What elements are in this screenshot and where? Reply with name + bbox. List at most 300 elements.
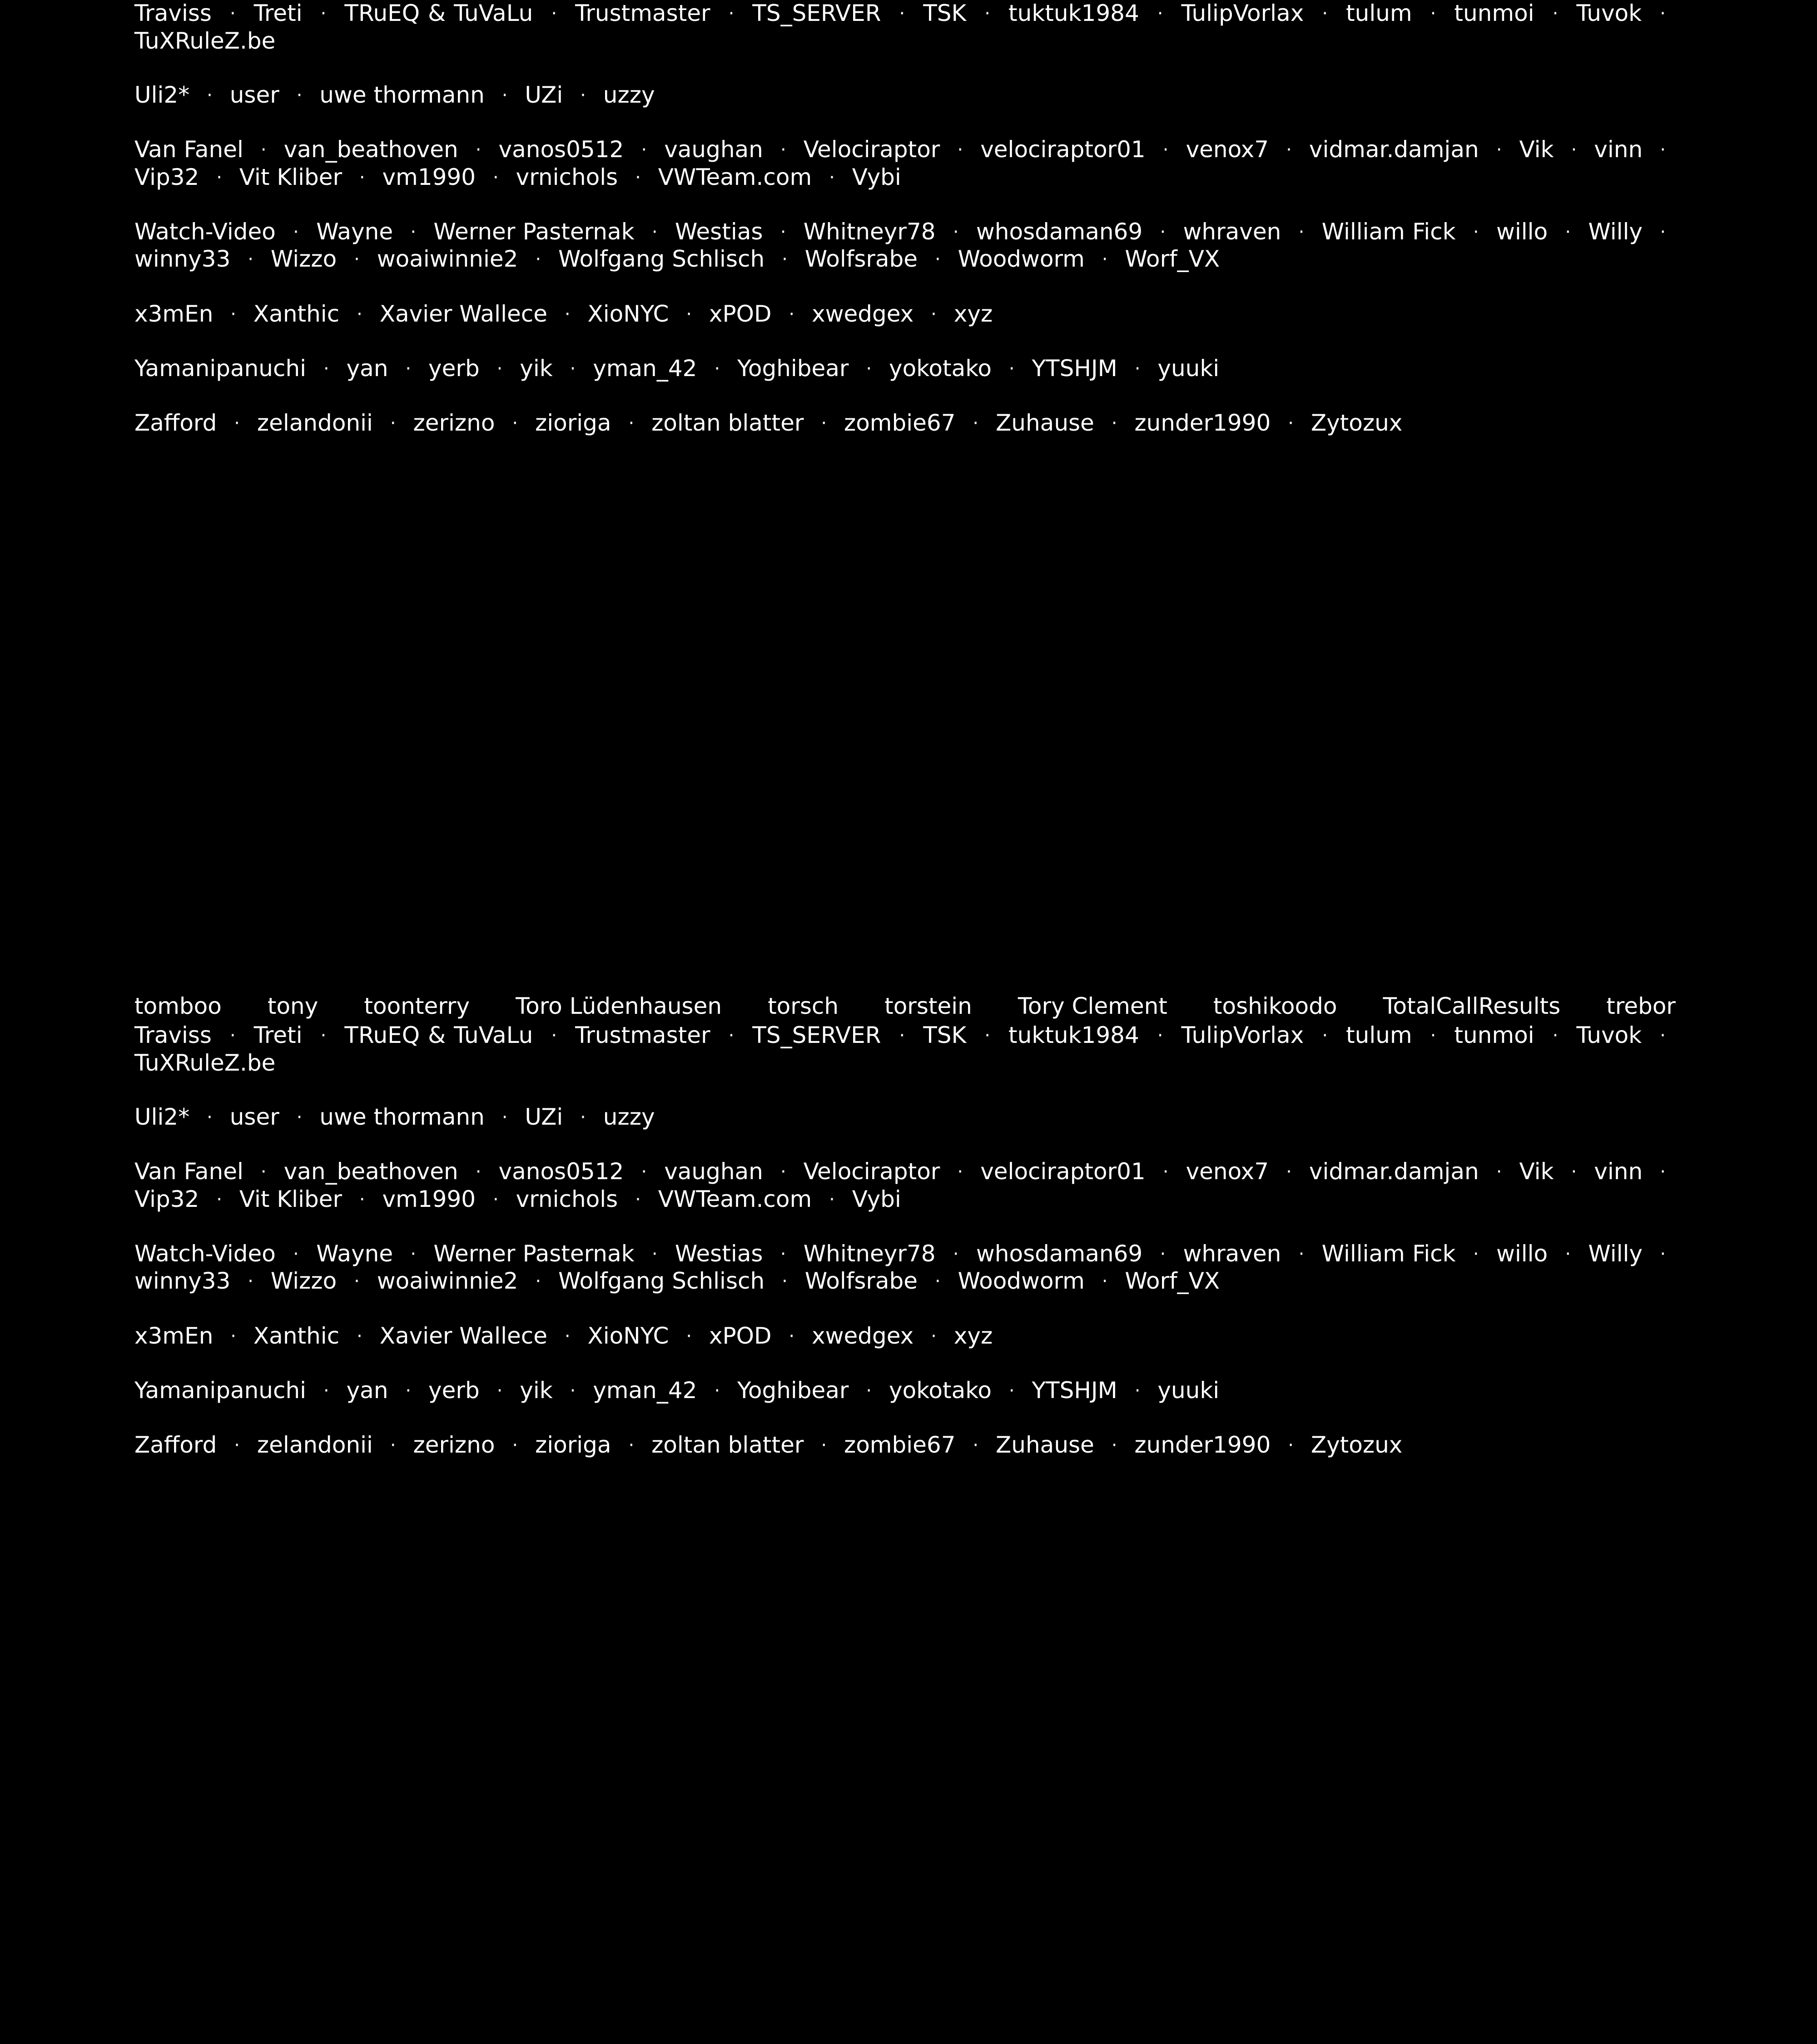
credits-group [134, 136, 1676, 191]
separator-dot: · [248, 249, 254, 270]
contributor-name: Vit Kliber [239, 1186, 343, 1212]
contributor-name: yman_42 [593, 355, 697, 382]
contributor-name: TuXRuleZ.be [134, 27, 276, 54]
contributor-name: Treti [253, 1022, 303, 1048]
contributor-name: Van Fanel [134, 136, 243, 163]
contributor-name: Zuhause [996, 1431, 1094, 1458]
separator-dot: · [931, 303, 937, 325]
contributor-name: velociraptor01 [980, 1158, 1146, 1185]
separator-dot: · [496, 1380, 503, 1401]
contributor-name: Whitneyr78 [803, 218, 936, 245]
contributor-name: tuktuk1984 [1008, 1022, 1139, 1048]
contributor-name: zombie67 [844, 1431, 956, 1458]
clipped-credits-line-names [134, 993, 1676, 1020]
separator-dot: · [1571, 1161, 1577, 1182]
contributor-name: tunmoi [1454, 1022, 1534, 1048]
contributor-name: TRuEQ & TuVaLu [344, 0, 533, 26]
separator-dot: · [323, 1380, 329, 1401]
contributor-name: xPOD [709, 1322, 772, 1349]
separator-dot: · [1322, 1025, 1328, 1046]
contributor-name: XioNYC [587, 1322, 669, 1349]
separator-dot: · [216, 167, 222, 188]
separator-dot: · [953, 1243, 959, 1265]
contributor-name: Wolfgang Schlisch [558, 246, 765, 273]
separator-dot: · [686, 303, 692, 325]
contributor-name: vidmar.damjan [1309, 1158, 1479, 1185]
separator-dot: · [564, 1325, 571, 1347]
separator-dot: · [931, 1325, 937, 1347]
separator-dot: · [323, 358, 329, 379]
separator-dot: · [405, 1380, 412, 1401]
contributor-name: zunder1990 [1134, 1431, 1271, 1458]
contributor-name: Watch-Video [134, 218, 276, 245]
contributor-name: uwe thormann [319, 81, 485, 108]
contributor-name: Willy [1588, 218, 1643, 245]
separator-dot: · [496, 358, 503, 379]
contributor-name: Vit Kliber [239, 164, 343, 190]
separator-dot: · [390, 1434, 396, 1456]
separator-dot: · [866, 358, 872, 379]
contributor-name: Vip32 [134, 1186, 199, 1212]
separator-dot: · [260, 1161, 267, 1182]
separator-dot: · [1288, 1434, 1294, 1456]
separator-dot: · [628, 1434, 635, 1456]
contributor-name: Whitneyr78 [803, 1240, 936, 1267]
clipped-contributor-name: Tory Clement [1018, 993, 1167, 1019]
separator-dot: · [320, 3, 327, 24]
separator-dot: · [1134, 358, 1141, 379]
contributor-name: TulipVorlax [1181, 0, 1304, 26]
separator-dot: · [780, 1243, 786, 1265]
contributor-name: Xanthic [253, 300, 340, 327]
contributor-name: winny33 [134, 1268, 231, 1295]
separator-dot: · [1565, 221, 1571, 243]
separator-dot: · [782, 249, 788, 270]
separator-dot: · [1430, 1025, 1436, 1046]
contributor-name: woaiwinnie2 [377, 1268, 518, 1295]
credits-group [134, 1158, 1676, 1213]
contributor-name: Woodworm [958, 246, 1085, 273]
separator-dot: · [714, 1380, 720, 1401]
contributor-name: Vik [1519, 136, 1554, 163]
separator-dot: · [475, 1161, 482, 1182]
separator-dot: · [260, 139, 267, 160]
contributor-name: TSK [923, 1022, 967, 1048]
contributor-name: Westias [675, 218, 763, 245]
separator-dot: · [293, 1243, 299, 1265]
contributor-name: VWTeam.com [658, 1186, 812, 1212]
separator-dot: · [728, 3, 735, 24]
separator-dot: · [501, 84, 508, 106]
separator-dot: · [216, 1189, 222, 1210]
contributor-name: yik [520, 1377, 553, 1404]
contributor-name: yuuki [1157, 1377, 1220, 1404]
contributor-name: vrnichols [516, 164, 618, 190]
separator-dot: · [354, 249, 360, 270]
separator-dot: · [580, 84, 586, 106]
separator-dot: · [1571, 139, 1577, 160]
contributor-name: Yoghibear [737, 355, 849, 382]
separator-dot: · [821, 412, 827, 434]
separator-dot: · [973, 412, 979, 434]
separator-dot: · [782, 1271, 788, 1292]
credits-group [134, 1240, 1676, 1295]
separator-dot: · [1288, 412, 1294, 434]
clipped-contributor-name: TotalCallResults [1383, 993, 1561, 1019]
contributor-name: zoltan blatter [651, 1431, 804, 1458]
contributor-name: yman_42 [593, 1377, 697, 1404]
contributor-name: zioriga [535, 409, 611, 436]
contributor-name: zerizno [413, 1431, 495, 1458]
separator-dot: · [899, 3, 905, 24]
contributor-name: x3mEn [134, 300, 213, 327]
separator-dot: · [580, 1106, 586, 1128]
separator-dot: · [1160, 221, 1166, 243]
separator-dot: · [1430, 3, 1436, 24]
separator-dot: · [1660, 221, 1666, 243]
credits-scroll-view-upper [0, 0, 1817, 977]
separator-dot: · [1162, 1161, 1169, 1182]
clipped-contributor-name: trebor [1606, 993, 1676, 1019]
separator-dot: · [1102, 1271, 1108, 1292]
clipped-contributor-name: torstein [884, 993, 972, 1019]
separator-dot: · [410, 1243, 417, 1265]
contributor-name: Worf_VX [1125, 1268, 1220, 1295]
credits-group [134, 1323, 1676, 1350]
separator-dot: · [1157, 3, 1163, 24]
contributor-name: van_beathoven [283, 136, 458, 163]
contributor-name: Van Fanel [134, 1158, 243, 1185]
contributor-name: tulum [1346, 1022, 1412, 1048]
contributor-name: yuuki [1157, 355, 1220, 382]
contributor-name: uwe thormann [319, 1103, 485, 1130]
separator-dot: · [957, 1161, 963, 1182]
credits-group [134, 1377, 1676, 1405]
contributor-name: TuXRuleZ.be [134, 1049, 276, 1076]
credits-list [134, 1022, 1676, 1486]
separator-dot: · [320, 1025, 327, 1046]
separator-dot: · [789, 1325, 795, 1347]
separator-dot: · [354, 1271, 360, 1292]
separator-dot: · [973, 1434, 979, 1456]
separator-dot: · [789, 303, 795, 325]
contributor-name: zioriga [535, 1431, 611, 1458]
separator-dot: · [1473, 1243, 1479, 1265]
separator-dot: · [829, 167, 835, 188]
contributor-name: Xavier Wallece [379, 1322, 547, 1349]
contributor-name: tulum [1346, 0, 1412, 26]
clipped-contributor-name: torsch [768, 993, 839, 1019]
credits-list [134, 0, 1676, 464]
separator-dot: · [651, 1243, 658, 1265]
separator-dot: · [230, 303, 237, 325]
contributor-name: Yamanipanuchi [134, 1377, 307, 1404]
credits-group [134, 1432, 1676, 1459]
contributor-name: zelandonii [257, 1431, 373, 1458]
separator-dot: · [293, 221, 299, 243]
separator-dot: · [953, 221, 959, 243]
contributor-name: Worf_VX [1125, 246, 1220, 273]
contributor-name: Treti [253, 0, 303, 26]
contributor-name: Yamanipanuchi [134, 355, 307, 382]
contributor-name: Vip32 [134, 164, 199, 190]
separator-dot: · [1111, 412, 1117, 434]
contributor-name: vm1990 [382, 164, 476, 190]
contributor-name: xyz [953, 1322, 993, 1349]
contributor-name: Werner Pasternak [433, 218, 635, 245]
contributor-name: Traviss [134, 0, 212, 26]
contributor-name: zerizno [413, 409, 495, 436]
separator-dot: · [1552, 3, 1559, 24]
separator-dot: · [1322, 3, 1328, 24]
separator-dot: · [357, 303, 362, 325]
separator-dot: · [829, 1189, 835, 1210]
contributor-name: Vik [1519, 1158, 1554, 1185]
separator-dot: · [1552, 1025, 1559, 1046]
contributor-name: Wolfgang Schlisch [558, 1268, 765, 1295]
separator-dot: · [651, 221, 658, 243]
separator-dot: · [957, 139, 963, 160]
credits-group [134, 355, 1676, 383]
contributor-name: YTSHJM [1032, 1377, 1117, 1404]
separator-dot: · [1162, 139, 1169, 160]
contributor-name: user [229, 81, 279, 108]
contributor-name: Tuvok [1576, 0, 1642, 26]
separator-dot: · [207, 1106, 213, 1128]
contributor-name: uzzy [603, 81, 655, 108]
contributor-name: yokotako [889, 355, 992, 382]
separator-dot: · [234, 412, 240, 434]
contributor-name: Westias [675, 1240, 763, 1267]
contributor-name: Vybi [852, 164, 901, 190]
separator-dot: · [551, 3, 557, 24]
separator-dot: · [1134, 1380, 1141, 1401]
contributor-name: UZi [525, 81, 563, 108]
contributor-name: tunmoi [1454, 0, 1534, 26]
separator-dot: · [512, 412, 518, 434]
contributor-name: Vybi [852, 1186, 901, 1212]
separator-dot: · [570, 358, 576, 379]
contributor-name: willo [1496, 218, 1548, 245]
contributor-name: Zuhause [996, 409, 1094, 436]
separator-dot: · [296, 1106, 303, 1128]
contributor-name: Tuvok [1576, 1022, 1642, 1048]
clipped-contributor-name: Toro Lüdenhausen [516, 993, 722, 1019]
contributor-name: x3mEn [134, 1322, 213, 1349]
separator-dot: · [1660, 1243, 1666, 1265]
contributor-name: yerb [428, 1377, 480, 1404]
contributor-name: yokotako [889, 1377, 992, 1404]
separator-dot: · [934, 249, 941, 270]
clipped-contributor-name: toshikoodo [1213, 993, 1337, 1019]
contributor-name: vm1990 [382, 1186, 476, 1212]
separator-dot: · [248, 1271, 254, 1292]
separator-dot: · [535, 1271, 541, 1292]
separator-dot: · [493, 1189, 499, 1210]
contributor-name: vanos0512 [498, 1158, 624, 1185]
separator-dot: · [234, 1434, 240, 1456]
contributor-name: whosdaman69 [976, 1240, 1143, 1267]
contributor-name: woaiwinnie2 [377, 246, 518, 273]
contributor-name: zoltan blatter [651, 409, 804, 436]
contributor-name: xwedgex [812, 1322, 914, 1349]
contributor-name: vaughan [664, 136, 763, 163]
contributor-name: whraven [1183, 1240, 1281, 1267]
contributor-name: xPOD [709, 300, 772, 327]
separator-dot: · [1660, 139, 1666, 160]
contributor-name: TulipVorlax [1181, 1022, 1304, 1048]
separator-dot: · [1565, 1243, 1571, 1265]
separator-dot: · [1660, 1025, 1666, 1046]
contributor-name: Wayne [316, 218, 393, 245]
separator-dot: · [1286, 1161, 1292, 1182]
separator-dot: · [535, 249, 541, 270]
contributor-name: venox7 [1186, 1158, 1269, 1185]
separator-dot: · [230, 1325, 237, 1347]
contributor-name: Xanthic [253, 1322, 340, 1349]
contributor-name: Wizzo [270, 246, 337, 273]
contributor-name: VWTeam.com [658, 164, 812, 190]
separator-dot: · [207, 84, 213, 106]
separator-dot: · [628, 412, 635, 434]
contributor-name: XioNYC [587, 300, 669, 327]
separator-dot: · [570, 1380, 576, 1401]
contributor-name: TRuEQ & TuVaLu [344, 1022, 533, 1048]
contributor-name: whraven [1183, 218, 1281, 245]
separator-dot: · [728, 1025, 735, 1046]
contributor-name: tuktuk1984 [1008, 0, 1139, 26]
contributor-name: Uli2* [134, 81, 190, 108]
separator-dot: · [359, 167, 365, 188]
separator-dot: · [501, 1106, 508, 1128]
contributor-name: yerb [428, 355, 480, 382]
contributor-name: Zytozux [1311, 1431, 1403, 1458]
clipped-contributor-name: tomboo [134, 993, 222, 1019]
credits-group [134, 301, 1676, 328]
contributor-name: William Fick [1321, 218, 1456, 245]
contributor-name: vinn [1594, 1158, 1643, 1185]
separator-dot: · [1496, 1161, 1502, 1182]
contributor-name: YTSHJM [1032, 355, 1117, 382]
separator-dot: · [357, 1325, 362, 1347]
separator-dot: · [390, 412, 396, 434]
contributor-name: TS_SERVER [752, 1022, 881, 1048]
separator-dot: · [714, 358, 720, 379]
separator-dot: · [641, 1161, 647, 1182]
separator-dot: · [984, 3, 991, 24]
separator-dot: · [1008, 358, 1015, 379]
separator-dot: · [1496, 139, 1502, 160]
separator-dot: · [359, 1189, 365, 1210]
contributor-name: Wolfsrabe [804, 246, 918, 273]
separator-dot: · [899, 1025, 905, 1046]
separator-dot: · [1111, 1434, 1117, 1456]
contributor-name: uzzy [603, 1103, 655, 1130]
contributor-name: Willy [1588, 1240, 1643, 1267]
separator-dot: · [1298, 221, 1305, 243]
contributor-name: TS_SERVER [752, 0, 881, 26]
contributor-name: vanos0512 [498, 136, 624, 163]
separator-dot: · [934, 1271, 941, 1292]
contributor-name: William Fick [1321, 1240, 1456, 1267]
separator-dot: · [780, 1161, 786, 1182]
separator-dot: · [1157, 1025, 1163, 1046]
contributor-name: yik [520, 355, 553, 382]
separator-dot: · [1660, 1161, 1666, 1182]
contributor-name: Xavier Wallece [379, 300, 547, 327]
clipped-contributor-name: tony [267, 993, 318, 1019]
contributor-name: Wayne [316, 1240, 393, 1267]
contributor-name: xwedgex [812, 300, 914, 327]
separator-dot: · [1298, 1243, 1305, 1265]
contributor-name: zelandonii [257, 409, 373, 436]
contributor-name: Uli2* [134, 1103, 190, 1130]
contributor-name: xyz [953, 300, 993, 327]
separator-dot: · [1660, 3, 1666, 24]
contributor-name: Wizzo [270, 1268, 337, 1295]
separator-dot: · [780, 221, 786, 243]
contributor-name: Watch-Video [134, 1240, 276, 1267]
contributor-name: Trustmaster [575, 1022, 710, 1048]
contributor-name: Wolfsrabe [804, 1268, 918, 1295]
contributor-name: yan [346, 1377, 388, 1404]
separator-dot: · [1473, 221, 1479, 243]
contributor-name: Traviss [134, 1022, 212, 1048]
separator-dot: · [493, 167, 499, 188]
contributor-name: vrnichols [516, 1186, 618, 1212]
contributor-name: whosdaman69 [976, 218, 1143, 245]
separator-dot: · [641, 139, 647, 160]
contributor-name: yan [346, 355, 388, 382]
contributor-name: winny33 [134, 246, 231, 273]
contributor-name: Velociraptor [803, 136, 940, 163]
separator-dot: · [821, 1434, 827, 1456]
credits-group [134, 410, 1676, 437]
separator-dot: · [410, 221, 417, 243]
separator-dot: · [635, 167, 641, 188]
separator-dot: · [1102, 249, 1108, 270]
credits-group [134, 1104, 1676, 1131]
separator-dot: · [866, 1380, 872, 1401]
credits-group [134, 1022, 1676, 1077]
credits-scroll-view-lower [0, 983, 1817, 2044]
contributor-name: Zafford [134, 1431, 217, 1458]
separator-dot: · [296, 84, 303, 106]
separator-dot: · [230, 1025, 236, 1046]
contributor-name: Zytozux [1311, 409, 1403, 436]
credits-group [134, 218, 1676, 273]
separator-dot: · [1160, 1243, 1166, 1265]
contributor-name: UZi [525, 1103, 563, 1130]
credits-group [134, 0, 1676, 55]
clipped-contributor-name: toonterry [364, 993, 470, 1019]
contributor-name: venox7 [1186, 136, 1269, 163]
separator-dot: · [780, 139, 786, 160]
separator-dot: · [1008, 1380, 1015, 1401]
contributor-name: Werner Pasternak [433, 1240, 635, 1267]
separator-dot: · [686, 1325, 692, 1347]
contributor-name: vinn [1594, 136, 1643, 163]
contributor-name: Yoghibear [737, 1377, 849, 1404]
separator-dot: · [405, 358, 412, 379]
contributor-name: Velociraptor [803, 1158, 940, 1185]
contributor-name: user [229, 1103, 279, 1130]
separator-dot: · [635, 1189, 641, 1210]
clipped-credits-line [134, 983, 1676, 1022]
contributor-name: velociraptor01 [980, 136, 1146, 163]
contributor-name: zunder1990 [1134, 409, 1271, 436]
contributor-name: Woodworm [958, 1268, 1085, 1295]
